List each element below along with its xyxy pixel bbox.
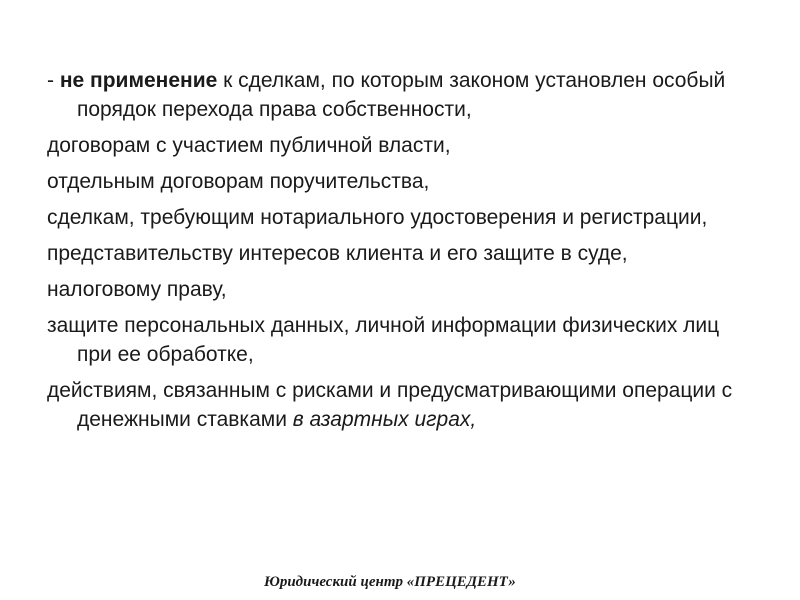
item-italic-text: в азартных играх, xyxy=(292,408,477,431)
item-text: налоговому праву, xyxy=(47,278,227,301)
item-text: защите персональных данных, личной информации физических лиц при ее обработке, xyxy=(47,314,720,366)
list-item xyxy=(47,275,747,304)
item-text: представительству интересов клиента и его защите в суде, xyxy=(47,242,628,265)
list-item xyxy=(47,167,747,196)
list-item xyxy=(47,203,747,232)
item-text: действиям, связанным с рисками и предусматривающими операции с денежными ставками xyxy=(47,379,733,431)
slide-body xyxy=(47,66,747,441)
item-text: к сделкам, по которым законом установлен особый порядок перехода права собственности, xyxy=(77,69,726,121)
list-item xyxy=(47,239,747,268)
list-item xyxy=(47,66,747,124)
list-item xyxy=(47,376,747,434)
item-bold-text: не применение xyxy=(59,69,218,92)
item-text: договорам с участием публичной власти, xyxy=(47,134,451,157)
list-item xyxy=(47,311,747,369)
footer-caption: Юридический центр «ПРЕЦЕДЕНТ» xyxy=(264,574,516,590)
item-text: сделкам, требующим нотариального удостоверения и регистрации, xyxy=(47,206,708,229)
list-item xyxy=(47,131,747,160)
item-text: отдельным договорам поручительства, xyxy=(47,170,430,193)
item-prefix: - xyxy=(47,69,60,92)
